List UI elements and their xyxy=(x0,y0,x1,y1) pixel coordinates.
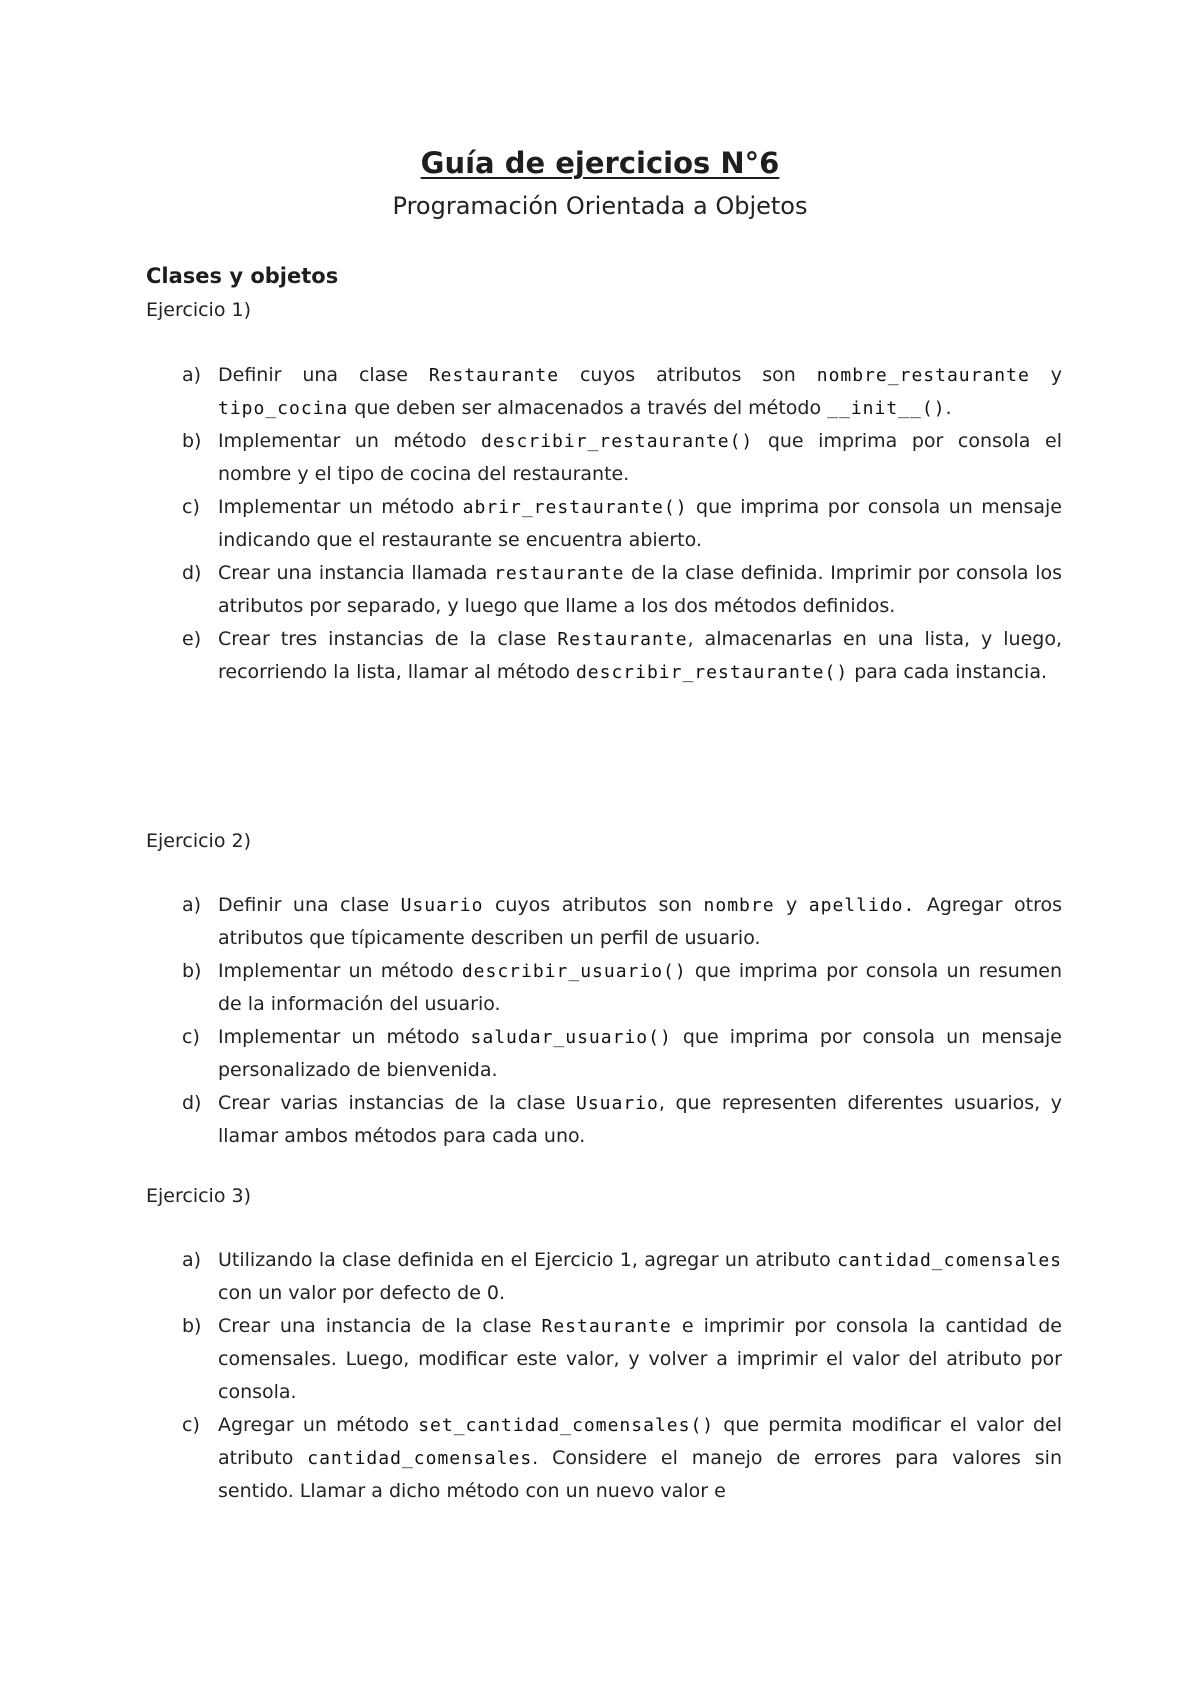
code-attribute: tipo_cocina xyxy=(218,398,349,419)
code-method: set_cantidad_comensales() xyxy=(418,1415,715,1436)
item-marker: b) xyxy=(182,960,202,982)
item-marker: c) xyxy=(182,1414,200,1436)
list-item: a) Utilizando la clase definida en el Ejercicio 1, agregar un atributo cantidad_comensales con un valor por defecto de 0. xyxy=(218,1244,1062,1310)
list-item: b) Implementar un método describir_usuario() que imprima por consola un resumen de la información del usuario. xyxy=(218,955,1062,1021)
page-title: Guía de ejercicios N°6 xyxy=(420,146,780,180)
list-item: d) Crear una instancia llamada restaurante de la clase definida. Imprimir por consola los atributos por separado, y luego que llame a los dos métodos definidos. xyxy=(218,557,1062,623)
exercise-3-label: Ejercicio 3) xyxy=(146,1185,251,1207)
page-subtitle: Programación Orientada a Objetos xyxy=(392,192,808,220)
code-method: describir_restaurante() xyxy=(481,431,754,452)
item-marker: b) xyxy=(182,1315,202,1337)
list-item: a) Definir una clase Restaurante cuyos atributos son nombre_restaurante y tipo_cocina que deben ser almacenados a través del método __init__(). xyxy=(218,359,1062,425)
item-marker: c) xyxy=(182,496,200,518)
list-item: c) Agregar un método set_cantidad_comensales() que permita modificar el valor del atributo cantidad_comensales. Considere el manejo de errores para valores sin sentido. Llamar a dicho método con un nuevo valor e xyxy=(218,1409,1062,1508)
list-item: b) Crear una instancia de la clase Restaurante e imprimir por consola la cantidad de comensales. Luego, modificar este valor, y volver a imprimir el valor del atributo por consola. xyxy=(218,1310,1062,1409)
code-class-name: Restaurante xyxy=(557,629,688,650)
exercise-2-label: Ejercicio 2) xyxy=(146,830,251,852)
item-marker: d) xyxy=(182,562,202,584)
code-attribute: apellido. xyxy=(808,895,916,916)
code-attribute: nombre_restaurante xyxy=(816,365,1030,386)
exercise-2-list xyxy=(182,889,1062,1153)
item-marker: d) xyxy=(182,1092,202,1114)
item-marker: a) xyxy=(182,364,202,386)
code-attribute: cantidad_comensales xyxy=(837,1250,1062,1271)
list-item: c) Implementar un método saludar_usuario() que imprima por consola un mensaje personalizado de bienvenida. xyxy=(218,1021,1062,1087)
code-method: __init__() xyxy=(827,398,946,419)
code-class-name: Usuario xyxy=(400,895,484,916)
code-method: describir_usuario() xyxy=(461,961,687,982)
item-marker: b) xyxy=(182,430,202,452)
section-heading: Clases y objetos xyxy=(146,264,339,288)
list-item: d) Crear varias instancias de la clase Usuario, que representen diferentes usuarios, y llamar ambos métodos para cada uno. xyxy=(218,1087,1062,1153)
item-marker: a) xyxy=(182,894,202,916)
code-method: describir_restaurante() xyxy=(575,662,849,683)
code-method: saludar_usuario() xyxy=(470,1027,672,1048)
list-item: c) Implementar un método abrir_restaurante() que imprima por consola un mensaje indicando que el restaurante se encuentra abierto. xyxy=(218,491,1062,557)
code-class-name: Restaurante xyxy=(541,1316,672,1337)
item-marker: e) xyxy=(182,628,202,650)
list-item: a) Definir una clase Usuario cuyos atributos son nombre y apellido. Agregar otros atributos que típicamente describen un perfil de usuario. xyxy=(218,889,1062,955)
item-marker: c) xyxy=(182,1026,200,1048)
exercise-1-list xyxy=(182,359,1062,689)
list-item: b) Implementar un método describir_restaurante() que imprima por consola el nombre y el tipo de cocina del restaurante. xyxy=(218,425,1062,491)
exercise-1-label: Ejercicio 1) xyxy=(146,299,251,321)
code-attribute: cantidad_comensales xyxy=(307,1448,533,1469)
code-attribute: nombre xyxy=(703,895,775,916)
code-instance-name: restaurante xyxy=(494,563,625,584)
item-marker: a) xyxy=(182,1249,202,1271)
code-method: abrir_restaurante() xyxy=(462,497,688,518)
code-class-name: Restaurante xyxy=(428,365,560,386)
code-class-name: Usuario xyxy=(576,1093,659,1114)
list-item: e) Crear tres instancias de la clase Restaurante, almacenarlas en una lista, y luego, recorriendo la lista, llamar al método describir_restaurante() para cada instancia. xyxy=(218,623,1062,689)
exercise-3-list xyxy=(182,1244,1063,1508)
